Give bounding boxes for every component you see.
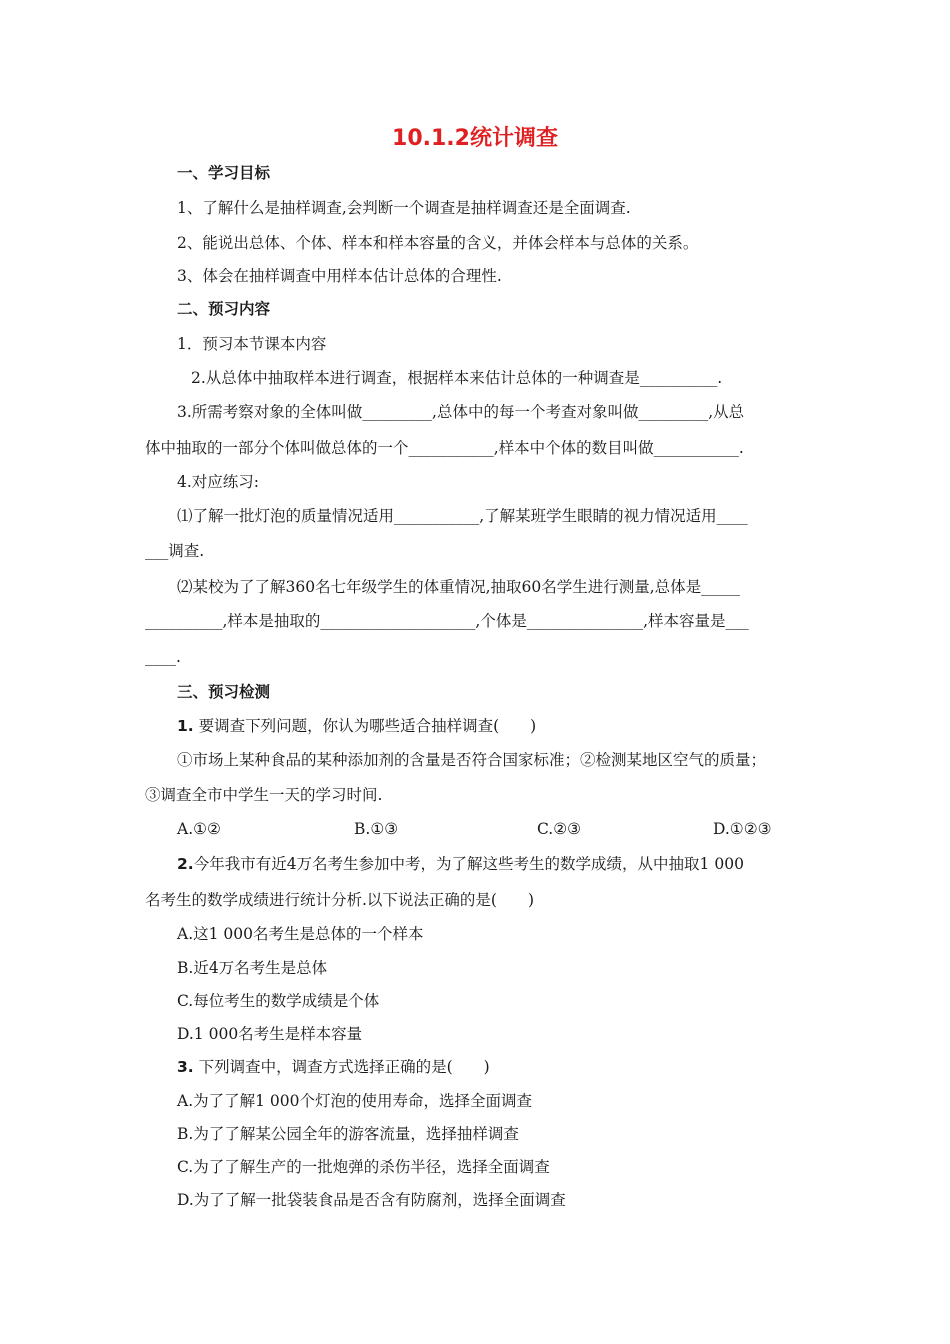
question-number: 3.: [177, 1058, 194, 1076]
question-number: 2.: [177, 855, 194, 873]
preview-paragraph: 2.从总体中抽取样本进行调查，根据样本来估计总体的一种调查是__________.: [191, 369, 723, 387]
question-stem: 今年我市有近4万名考生参加中考，为了解这些考生的数学成绩，从中抽取1 000: [193, 855, 744, 873]
preview-paragraph: 1．预习本节课本内容: [177, 335, 327, 353]
exercise-heading: 4.对应练习:: [177, 473, 260, 491]
exercise-item-continued: ____.: [145, 648, 181, 666]
exercise-item-continued: ___调查.: [145, 542, 205, 560]
question-stem: 要调查下列问题，你认为哪些适合抽样调查( ): [193, 717, 537, 735]
objective-item: 1、了解什么是抽样调查,会判断一个调查是抽样调查还是全面调查.: [177, 199, 631, 217]
question-2-text: 名考生的数学成绩进行统计分析.以下说法正确的是( ): [145, 891, 535, 909]
section-heading-check: 三、预习检测: [177, 683, 271, 701]
section-heading-preview: 二、预习内容: [177, 300, 271, 318]
option-b: B.近4万名考生是总体: [177, 959, 328, 977]
exercise-item: ⑴了解一批灯泡的质量情况适用___________,了解某班学生眼睛的视力情况适用____: [177, 507, 748, 525]
option-c: C.为了了解生产的一批炮弹的杀伤半径，选择全面调查: [177, 1158, 550, 1176]
option-d: D.为了了解一批袋装食品是否含有防腐剂，选择全面调查: [177, 1191, 566, 1209]
objective-item: 3、体会在抽样调查中用样本估计总体的合理性.: [177, 267, 502, 285]
question-1: [177, 715, 536, 737]
option-d: D.①②③: [713, 820, 772, 838]
question-2: [177, 853, 744, 875]
section-heading-objectives: 一、学习目标: [177, 164, 271, 182]
question-1-text: ①市场上某种食品的某种添加剂的含量是否符合国家标准；②检测某地区空气的质量；: [177, 751, 767, 769]
option-d: D.1 000名考生是样本容量: [177, 1025, 363, 1043]
option-c: C.②③: [537, 820, 582, 838]
option-a: A.①②: [177, 820, 221, 838]
preview-paragraph: 3.所需考察对象的全体叫做_________,总体中的每一个考查对象叫做_________,从总: [177, 403, 745, 421]
question-stem: 下列调查中，调查方式选择正确的是( ): [193, 1058, 490, 1076]
option-c: C.每位考生的数学成绩是个体: [177, 992, 380, 1010]
option-b: B.为了了解某公园全年的游客流量，选择抽样调查: [177, 1125, 519, 1143]
question-1-text: ③调查全市中学生一天的学习时间.: [145, 786, 383, 804]
preview-paragraph-continued: 体中抽取的一部分个体叫做总体的一个___________,样本中个体的数目叫做___________.: [145, 439, 744, 457]
option-b: B.①③: [354, 820, 399, 838]
option-a: A.为了了解1 000个灯泡的使用寿命，选择全面调查: [177, 1092, 532, 1110]
option-a: A.这1 000名考生是总体的一个样本: [177, 925, 424, 943]
question-3: [177, 1056, 490, 1078]
objective-item: 2、能说出总体、个体、样本和样本容量的含义，并体会样本与总体的关系。: [177, 234, 699, 252]
page-title: 10.1.2统计调查: [392, 126, 558, 151]
question-number: 1.: [177, 717, 194, 735]
exercise-item-continued: __________,样本是抽取的____________________,个体是_______________,样本容量是___: [145, 612, 749, 630]
exercise-item: ⑵某校为了了解360名七年级学生的体重情况,抽取60名学生进行测量,总体是_____: [177, 578, 740, 596]
